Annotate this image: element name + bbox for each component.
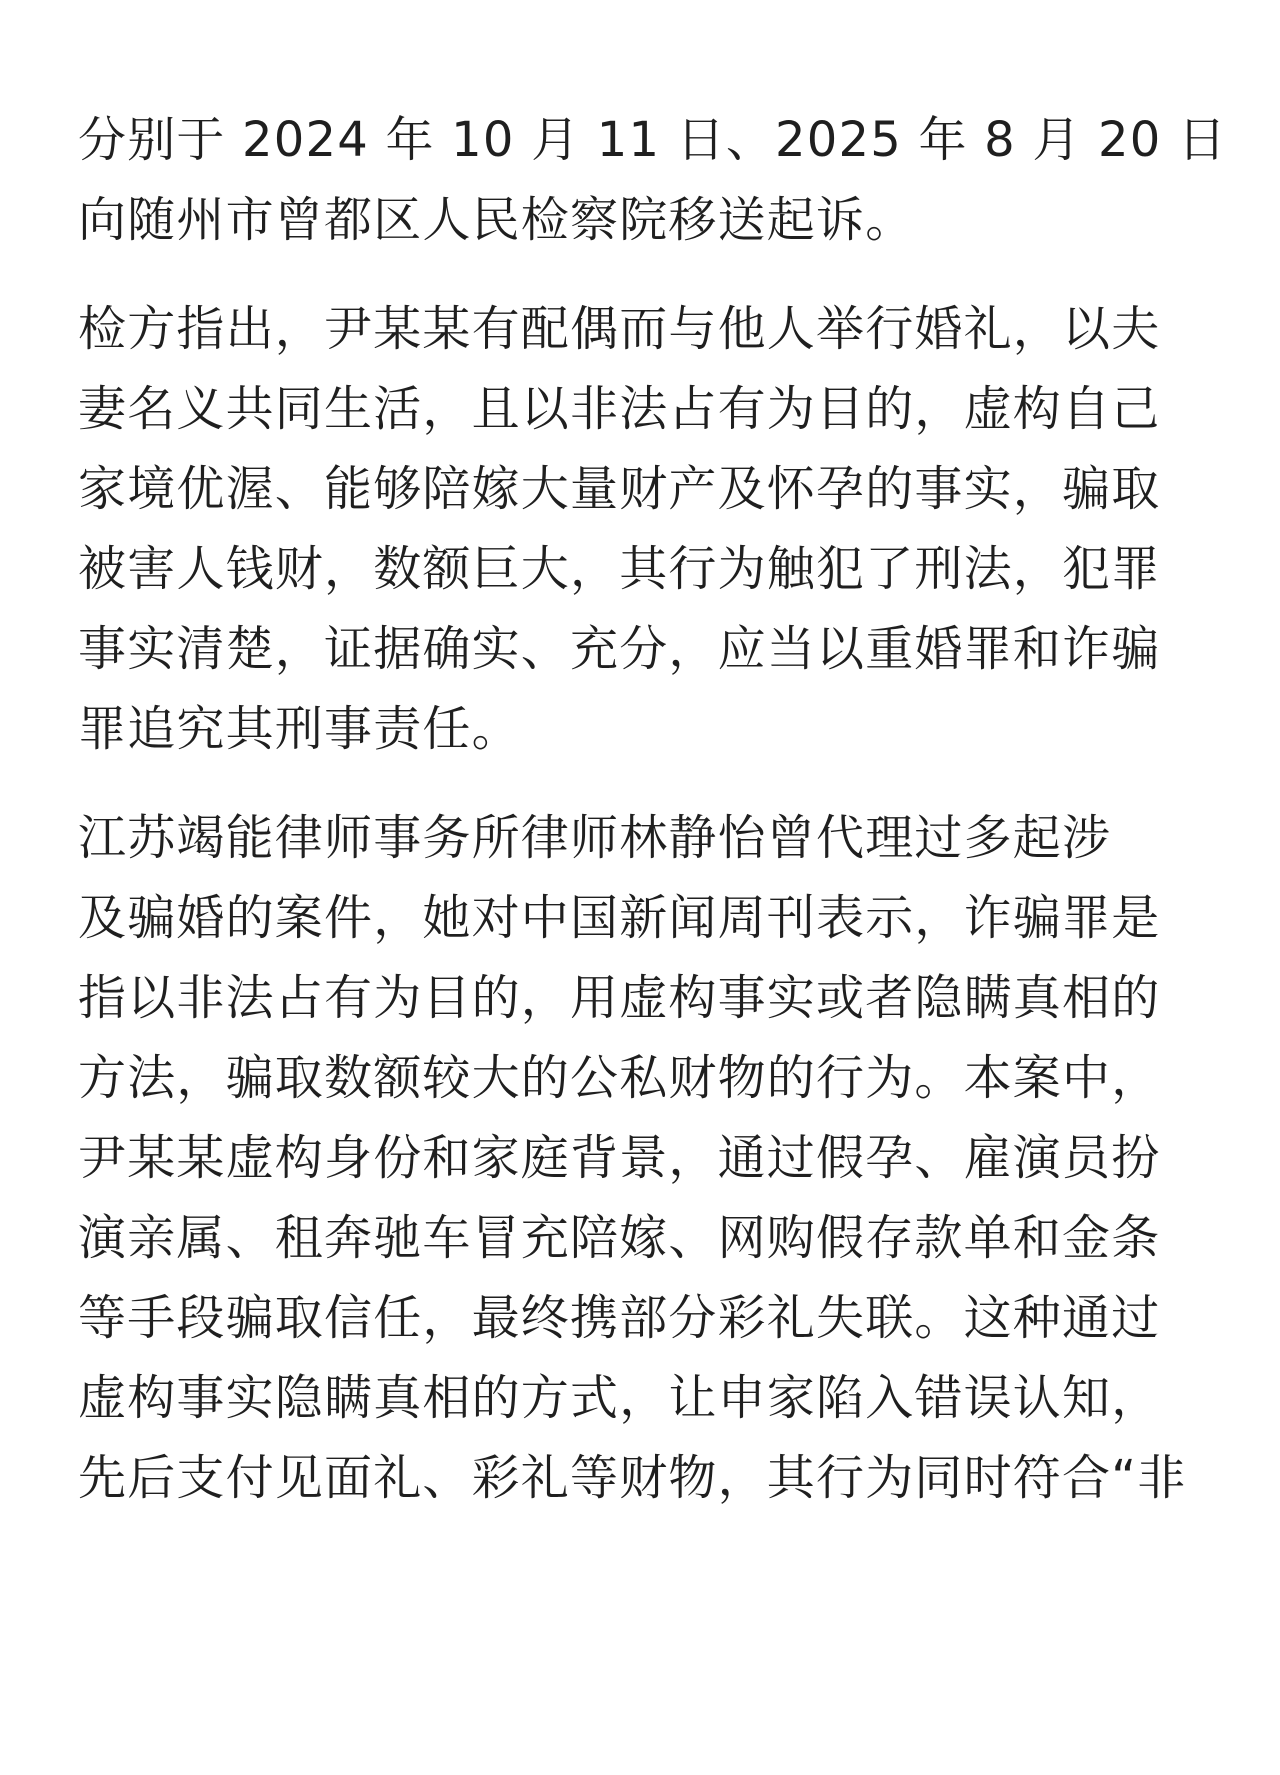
paragraph-2-line-4: 被害人钱财，数额巨大，其行为触犯了刑法，犯罪 (78, 541, 1161, 597)
paragraph-1-line-2: 向随州市曾都区人民检察院移送起诉。 (78, 192, 915, 248)
paragraph-2-line-1: 检方指出，尹某某有配偶而与他人举行婚礼，以夫 (78, 301, 1161, 357)
paragraph-3-line-6: 演亲属、租奔驰车冒充陪嫁、网购假存款单和金条 (78, 1210, 1161, 1266)
paragraph-3-line-5: 尹某某虚构身份和家庭背景，通过假孕、雇演员扮 (78, 1130, 1161, 1186)
paragraph-3-line-9: 先后支付见面礼、彩礼等财物，其行为同时符合“非 (78, 1450, 1187, 1506)
paragraph-3-line-8: 虚构事实隐瞒真相的方式，让申家陷入错误认知， (78, 1370, 1161, 1426)
paragraph-3-line-1: 江苏竭能律师事务所律师林静怡曾代理过多起涉 (78, 810, 1112, 866)
paragraph-2-line-3: 家境优渥、能够陪嫁大量财产及怀孕的事实，骗取 (78, 461, 1161, 517)
paragraph-3-line-7: 等手段骗取信任，最终携部分彩礼失联。这种通过 (78, 1290, 1161, 1346)
paragraph-3-line-3: 指以非法占有为目的，用虚构事实或者隐瞒真相的 (78, 970, 1161, 1026)
paragraph-3-line-4: 方法，骗取数额较大的公私财物的行为。本案中， (78, 1050, 1161, 1106)
paragraph-2-line-5: 事实清楚，证据确实、充分，应当以重婚罪和诈骗 (78, 621, 1161, 677)
paragraph-1-line-1: 分别于 2024 年 10 月 11 日、2025 年 8 月 20 日 (78, 112, 1228, 168)
paragraph-2-line-6: 罪追究其刑事责任。 (78, 701, 521, 757)
paragraph-2-line-2: 妻名义共同生活，且以非法占有为目的，虚构自己 (78, 381, 1161, 437)
paragraph-3-line-2: 及骗婚的案件，她对中国新闻周刊表示，诈骗罪是 (78, 890, 1161, 946)
